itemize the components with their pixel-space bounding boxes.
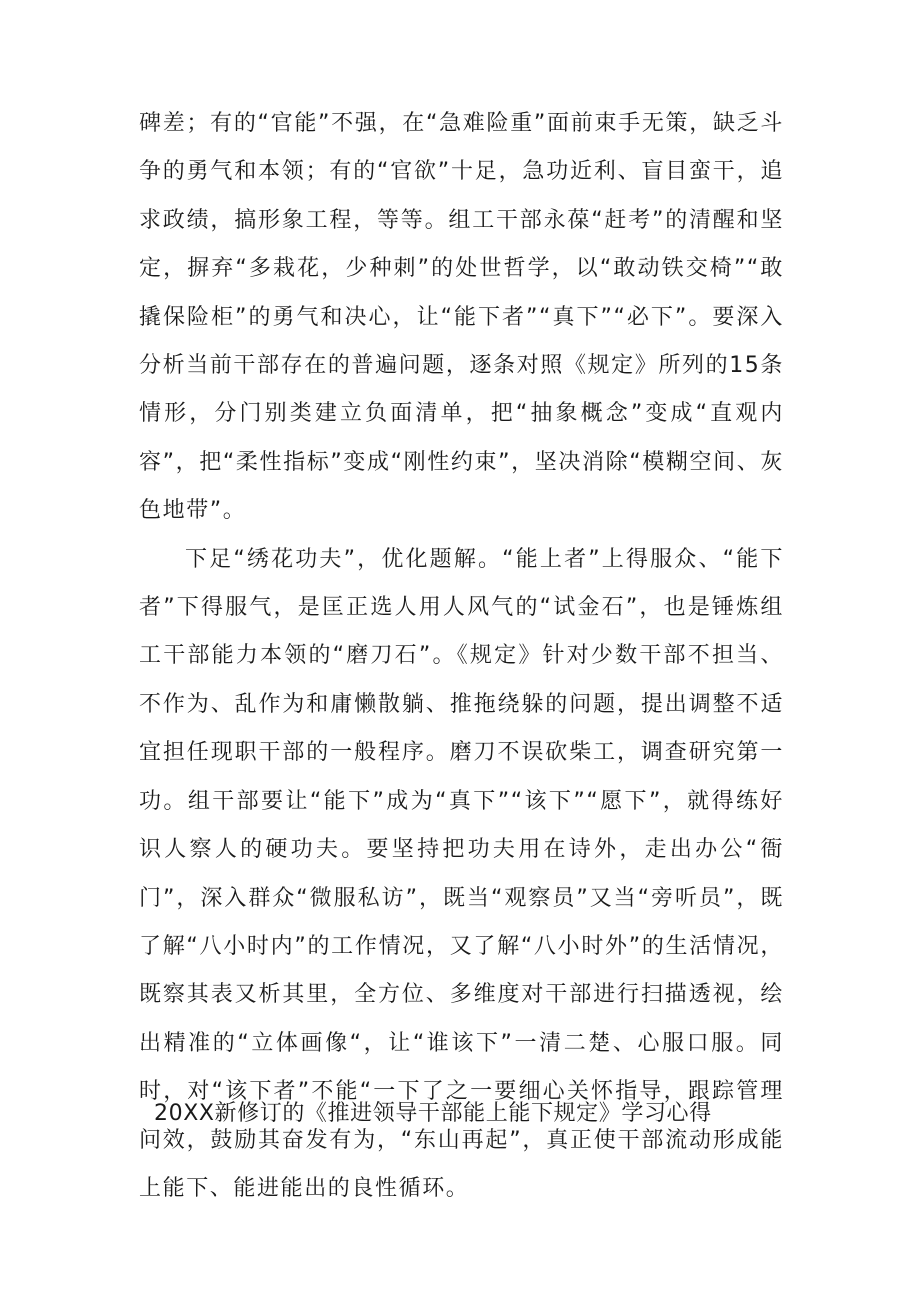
next-article-title: 20XX新修订的《推进领导干部能上能下规定》学习心得 (154, 1101, 712, 1126)
document-body (139, 100, 784, 1213)
paragraph-continuation: 碑差；有的“官能”不强，在“急难险重”面前束手无策，缺乏斗争的勇气和本领；有的“官欲”十足，急功近利、盲目蛮干，追求政绩，搞形象工程，等等。组工干部永葆“赶考”的清醒和坚定，摒弃“多栽花，少种刺”的处世哲学，以“敢动铁交椅”“敢撬保险柜”的勇气和决心，让“能下者”“真下”“必下”。要深入分析当前干部存在的普遍问题，逐条对照《规定》所列的15条情形，分门别类建立负面清单，把“抽象概念”变成“直观内容”，把“柔性指标”变成“刚性约束”，坚决消除“模糊空间、灰色地带”。 (139, 111, 784, 524)
paragraph-embroidery-effort: 下足“绣花功夫”，优化题解。“能上者”上得服众、“能下者”下得服气，是匡正选人用人风气的“试金石”，也是锤炼组工干部能力本领的“磨刀石”。《规定》针对少数干部不担当、不作为、乱作为和庸懒散躺、推拖绕躲的问题，提出调整不适宜担任现职干部的一般程序。磨刀不误砍柴工，调查研究第一功。组干部要让“能下”成为“真下”“该下”“愿下”，就得练好识人察人的硬功夫。要坚持把功夫用在诗外，走出办公“衙门”，深入群众“微服私访”，既当“观察员”又当“旁听员”，既了解“八小时内”的工作情况，又了解“八小时外”的生活情况，既察其表又析其里，全方位、多维度对干部进行扫描透视，绘出精准的“立体画像“，让“谁该下”一清二楚、心服口服。同时，对“该下者”不能“一下了之一要细心关怀指导，跟踪管理问效，鼓励其奋发有为，“东山再起”，真正使干部流动形成能上能下、能进能出的良性循环。 (139, 546, 784, 1201)
